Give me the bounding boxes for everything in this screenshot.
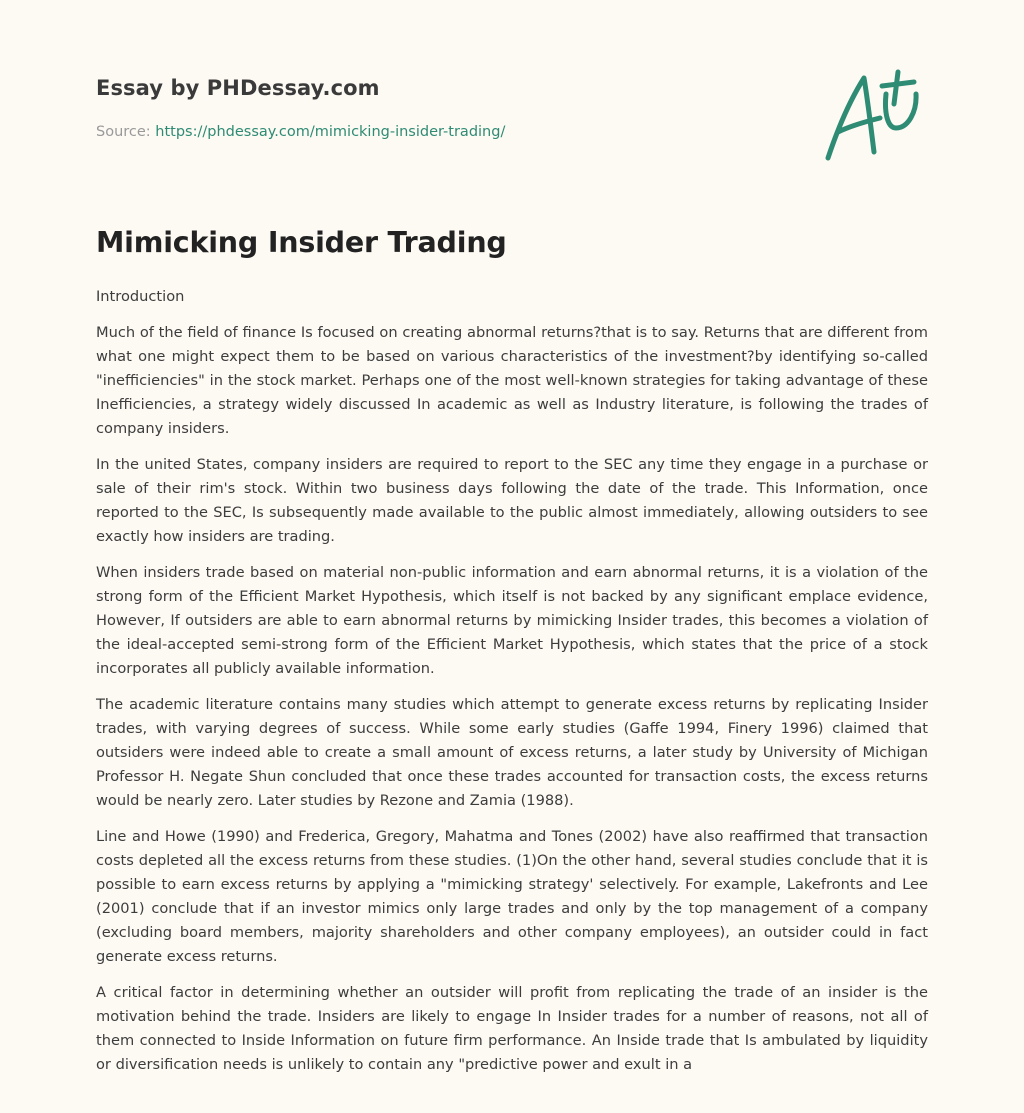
paragraph: Line and Howe (1990) and Frederica, Gregory, Mahatma and Tones (2002) have also reaffirmed that transaction costs depleted all the excess returns from these studies. (1)On the other hand, several studies conclude that it is possible to earn excess returns by applying a "mimicking strategy' selectively. For example, Lakefronts and Lee (2001) conclude that if an investor mimics only large trades and only by the top management of a company (excluding board members, majority shareholders and other company employees), an outsider could in fact generate excess returns. (96, 828, 928, 965)
essay-body (96, 285, 928, 1089)
a-plus-logo-icon (824, 66, 928, 166)
essay-page (96, 0, 928, 1073)
essay-title: Mimicking Insider Trading (96, 226, 507, 259)
paragraph: In the united States, company insiders are required to report to the SEC any time they engage in a purchase or sale of their rim's stock. Within two business days following the date of the trade. This Information, once reported to the SEC, Is subsequently made available to the public almost immediately, allowing outsiders to see exactly how insiders are trading. (96, 456, 928, 545)
source-line (96, 124, 505, 140)
brand-title: Essay by PHDessay.com (96, 76, 380, 100)
source-label: Source: (96, 124, 156, 140)
paragraph: Much of the field of finance Is focused on creating abnormal returns?that is to say. Returns that are different from what one might expect them to be based on various characteristics of the investment?by identifying so-called "inefficiencies" in the stock market. Perhaps one of the most well-known strategies for taking advantage of these Inefficiencies, a strategy widely discussed In academic as well as Industry literature, is following the trades of company insiders. (96, 324, 928, 437)
section-heading: Introduction (96, 288, 185, 305)
source-link[interactable]: https://phdessay.com/mimicking-insider-trading/ (155, 124, 506, 140)
page-header (96, 0, 928, 190)
paragraph: The academic literature contains many studies which attempt to generate excess returns by replicating Insider trades, with varying degrees of success. While some early studies (Gaffe 1994, Finery 1996) claimed that outsiders were indeed able to create a small amount of excess returns, a later study by University of Michigan Professor H. Negate Shun concluded that once these trades accounted for transaction costs, the excess returns would be nearly zero. Later studies by Rezone and Zamia (1988). (96, 696, 928, 809)
paragraph: When insiders trade based on material non-public information and earn abnormal returns, it is a violation of the strong form of the Efficient Market Hypothesis, which itself is not backed by any significant emplace evidence, However, If outsiders are able to earn abnormal returns by mimicking Insider trades, this becomes a violation of the ideal-accepted semi-strong form of the Efficient Market Hypothesis, which states that the price of a stock incorporates all publicly available information. (96, 564, 928, 677)
paragraph: A critical factor in determining whether an outsider will profit from replicating the trade of an insider is the motivation behind the trade. Insiders are likely to engage In Insider trades for a number of reasons, not all of them connected to Inside Information on future firm performance. An Inside trade that Is ambulated by liquidity or diversification needs is unlikely to contain any "predictive power and exult in a (96, 984, 928, 1073)
